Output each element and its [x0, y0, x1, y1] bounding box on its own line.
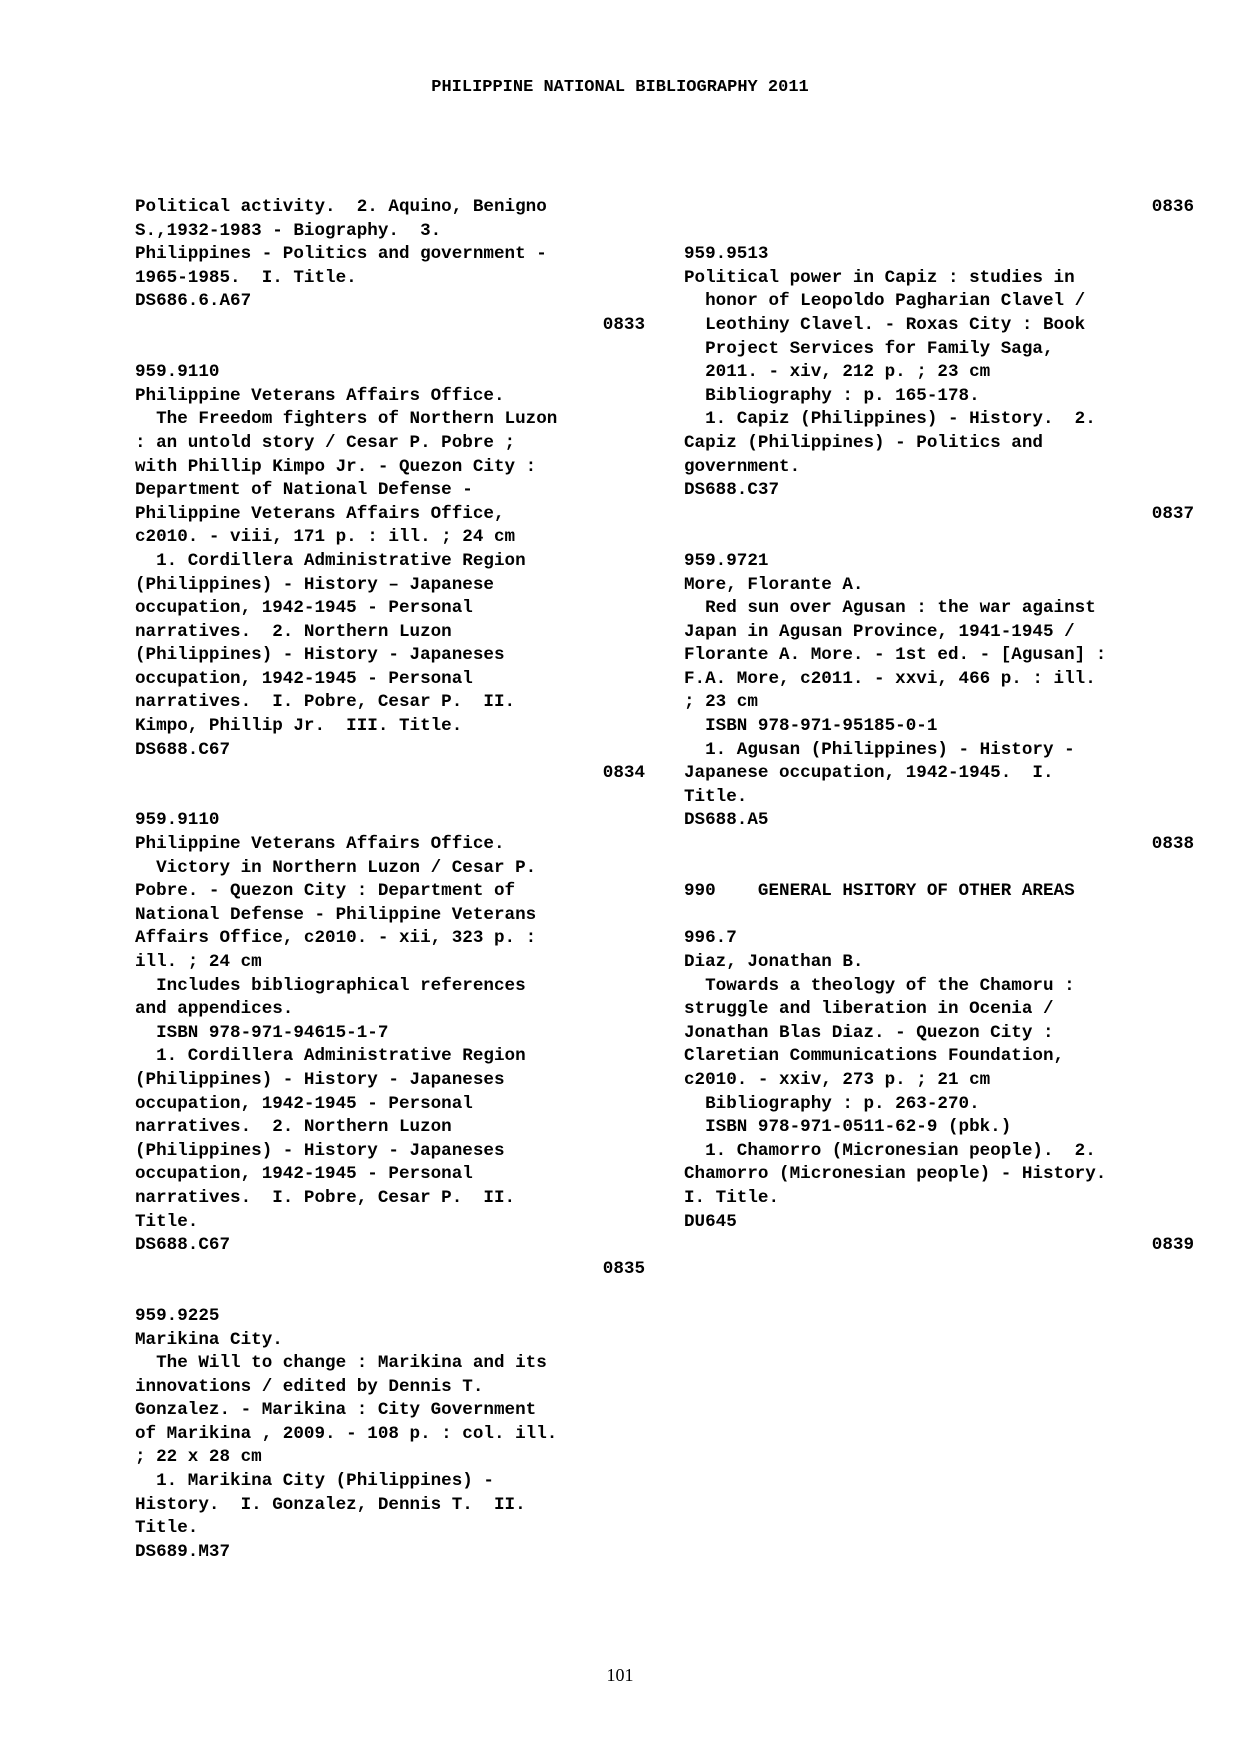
bibliographic-line: Red sun over Agusan : the war against [684, 598, 1096, 619]
right-column-entries [684, 196, 1194, 1258]
bibliographic-line [684, 904, 1194, 928]
entry-number: 0834 [602, 763, 645, 784]
bibliographic-line: The Freedom fighters of Northern Luzon [135, 409, 558, 430]
bibliographic-line: ISBN 978-971-95185-0-1 [684, 716, 938, 737]
bibliographic-line: Department of National Defense - [135, 480, 473, 501]
entry-number: 0837 [1151, 503, 1194, 524]
bibliographic-line: 1. Agusan (Philippines) - History - [684, 739, 1075, 760]
bibliographic-line: DS688.C37 [684, 480, 780, 501]
bibliographic-line: 959.9513 [684, 244, 769, 265]
bibliographic-line: with Phillip Kimpo Jr. - Quezon City : [135, 456, 537, 477]
bibliographic-line: Claretian Communications Foundation, [684, 1046, 1065, 1067]
bibliographic-line: Bibliography : p. 263-270. [684, 1093, 980, 1114]
entry-number: 0835 [602, 1258, 645, 1279]
bibliographic-line: struggle and liberation in Ocenia / [684, 999, 1054, 1020]
bibliographic-line: innovations / edited by Dennis T. [135, 1376, 484, 1397]
bibliographic-line: Title. [684, 786, 748, 807]
left-column-entries [135, 196, 645, 1564]
bibliographic-line: (Philippines) - History - Japaneses [135, 1140, 505, 1161]
bibliographic-line: 959.9721 [684, 550, 769, 571]
bibliographic-line: The Will to change : Marikina and its [135, 1353, 547, 1374]
page-number: 101 [606, 1665, 634, 1685]
bibliographic-line: Philippines - Politics and government - [135, 244, 547, 265]
bibliographic-line: DU645 [684, 1211, 737, 1232]
bibliographic-line: narratives. 2. Northern Luzon [135, 621, 452, 642]
bibliographic-line: 959.9110 [135, 362, 220, 383]
bibliographic-line: (Philippines) - History - Japaneses [135, 645, 505, 666]
bibliographic-line: National Defense - Philippine Veterans [135, 904, 537, 925]
entry-number: 0836 [1151, 197, 1194, 217]
bibliographic-line: 959.9110 [135, 810, 220, 831]
bibliographic-line: S.,1932-1983 - Biography. 3. [135, 220, 442, 241]
bibliographic-line: Bibliography : p. 165-178. [684, 385, 980, 406]
entry-number: 0833 [602, 314, 645, 335]
bibliographic-line: DS688.C67 [135, 739, 231, 760]
bibliographic-line: 2011. - xiv, 212 p. ; 23 cm [684, 362, 991, 383]
bibliographic-line: Project Services for Family Saga, [684, 338, 1054, 359]
bibliographic-line: Political activity. 2. Aquino, Benigno [135, 197, 547, 217]
bibliographic-line: Towards a theology of the Chamoru : [684, 975, 1075, 996]
bibliographic-line: Leothiny Clavel. - Roxas City : Book [684, 314, 1086, 335]
bibliographic-line: Political power in Capiz : studies in [684, 267, 1075, 288]
bibliographic-line: Philippine Veterans Affairs Office, [135, 503, 505, 524]
bibliographic-line: narratives. 2. Northern Luzon [135, 1117, 452, 1138]
bibliographic-line: More, Florante A. [684, 574, 864, 595]
bibliographic-line: Pobre. - Quezon City : Department of [135, 881, 516, 902]
bibliographic-line: Capiz (Philippines) - Politics and [684, 432, 1043, 453]
bibliographic-line: Kimpo, Phillip Jr. III. Title. [135, 716, 463, 737]
bibliographic-line: DS688.C67 [135, 1235, 231, 1256]
bibliographic-line: 1. Cordillera Administrative Region [135, 550, 526, 571]
bibliographic-line: c2010. - xxiv, 273 p. ; 21 cm [684, 1069, 991, 1090]
page-header-title: PHILIPPINE NATIONAL BIBLIOGRAPHY 2011 [431, 78, 809, 97]
bibliographic-line: Florante A. More. - 1st ed. - [Agusan] : [684, 645, 1107, 666]
bibliographic-line [135, 786, 645, 810]
entry-number: 0839 [1151, 1235, 1194, 1256]
bibliographic-line: DS689.M37 [135, 1541, 231, 1562]
bibliographic-line: Victory in Northern Luzon / Cesar P. [135, 857, 537, 878]
bibliographic-line: 1. Capiz (Philippines) - History. 2. [684, 409, 1096, 430]
bibliographic-line: 1. Chamorro (Micronesian people). 2. [684, 1140, 1096, 1161]
bibliographic-line: DS686.6.A67 [135, 291, 252, 312]
bibliographic-line: Japanese occupation, 1942-1945. I. [684, 763, 1054, 784]
bibliographic-line [135, 1281, 645, 1305]
bibliographic-line: 1965-1985. I. Title. [135, 267, 357, 288]
bibliographic-line: narratives. I. Pobre, Cesar P. II. [135, 1187, 516, 1208]
bibliographic-line: occupation, 1942-1945 - Personal [135, 1164, 473, 1185]
bibliographic-line: occupation, 1942-1945 - Personal [135, 598, 473, 619]
bibliographic-line [684, 220, 1194, 244]
bibliographic-line: F.A. More, c2011. - xxvi, 466 p. : ill. [684, 668, 1096, 689]
bibliographic-line: Affairs Office, c2010. - xii, 323 p. : [135, 928, 537, 949]
bibliographic-line: DS688.A5 [684, 810, 769, 831]
bibliographic-line: ; 23 cm [684, 692, 758, 713]
bibliographic-line: of Marikina , 2009. - 108 p. : col. ill. [135, 1423, 558, 1444]
bibliographic-line: 1. Cordillera Administrative Region [135, 1046, 526, 1067]
bibliographic-line: Philippine Veterans Affairs Office. [135, 385, 505, 406]
bibliographic-line: Diaz, Jonathan B. [684, 952, 864, 972]
bibliographic-line: Includes bibliographical references [135, 975, 526, 996]
bibliographic-line: Jonathan Blas Diaz. - Quezon City : [684, 1022, 1054, 1043]
bibliographic-line: and appendices. [135, 999, 294, 1020]
bibliographic-line: I. Title. [684, 1187, 780, 1208]
bibliographic-line: Gonzalez. - Marikina : City Government [135, 1400, 537, 1421]
bibliographic-line: Philippine Veterans Affairs Office. [135, 834, 505, 855]
bibliographic-line: c2010. - viii, 171 p. : ill. ; 24 cm [135, 527, 516, 548]
bibliographic-line [684, 526, 1194, 550]
bibliographic-line: government. [684, 456, 801, 477]
bibliographic-line: 996.7 [684, 928, 737, 949]
bibliographic-line: ISBN 978-971-94615-1-7 [135, 1022, 389, 1043]
bibliographic-line: 959.9225 [135, 1305, 220, 1326]
bibliographic-line: : an untold story / Cesar P. Pobre ; [135, 432, 516, 453]
bibliographic-line: 990 GENERAL HSITORY OF OTHER AREAS [684, 881, 1075, 902]
bibliographic-line: Chamorro (Micronesian people) - History. [684, 1164, 1107, 1185]
bibliographic-line: Title. [135, 1211, 199, 1232]
entry-number: 0838 [1151, 834, 1194, 855]
bibliographic-line: ill. ; 24 cm [135, 952, 262, 972]
bibliographic-line: occupation, 1942-1945 - Personal [135, 1093, 473, 1114]
bibliographic-line: History. I. Gonzalez, Dennis T. II. [135, 1494, 526, 1515]
bibliographic-line: (Philippines) - History - Japaneses [135, 1069, 505, 1090]
bibliographic-line: occupation, 1942-1945 - Personal [135, 668, 473, 689]
bibliographic-line [135, 338, 645, 362]
bibliographic-line: Japan in Agusan Province, 1941-1945 / [684, 621, 1075, 642]
bibliographic-line: honor of Leopoldo Pagharian Clavel / [684, 291, 1086, 312]
bibliographic-line: 1. Marikina City (Philippines) - [135, 1471, 494, 1492]
bibliographic-line: narratives. I. Pobre, Cesar P. II. [135, 692, 516, 713]
bibliographic-line [684, 857, 1194, 881]
bibliographic-line: ISBN 978-971-0511-62-9 (pbk.) [684, 1117, 1012, 1138]
bibliographic-line: (Philippines) - History – Japanese [135, 574, 494, 595]
bibliographic-line: Marikina City. [135, 1329, 283, 1350]
bibliographic-line: ; 22 x 28 cm [135, 1447, 262, 1468]
bibliographic-line: Title. [135, 1518, 199, 1539]
